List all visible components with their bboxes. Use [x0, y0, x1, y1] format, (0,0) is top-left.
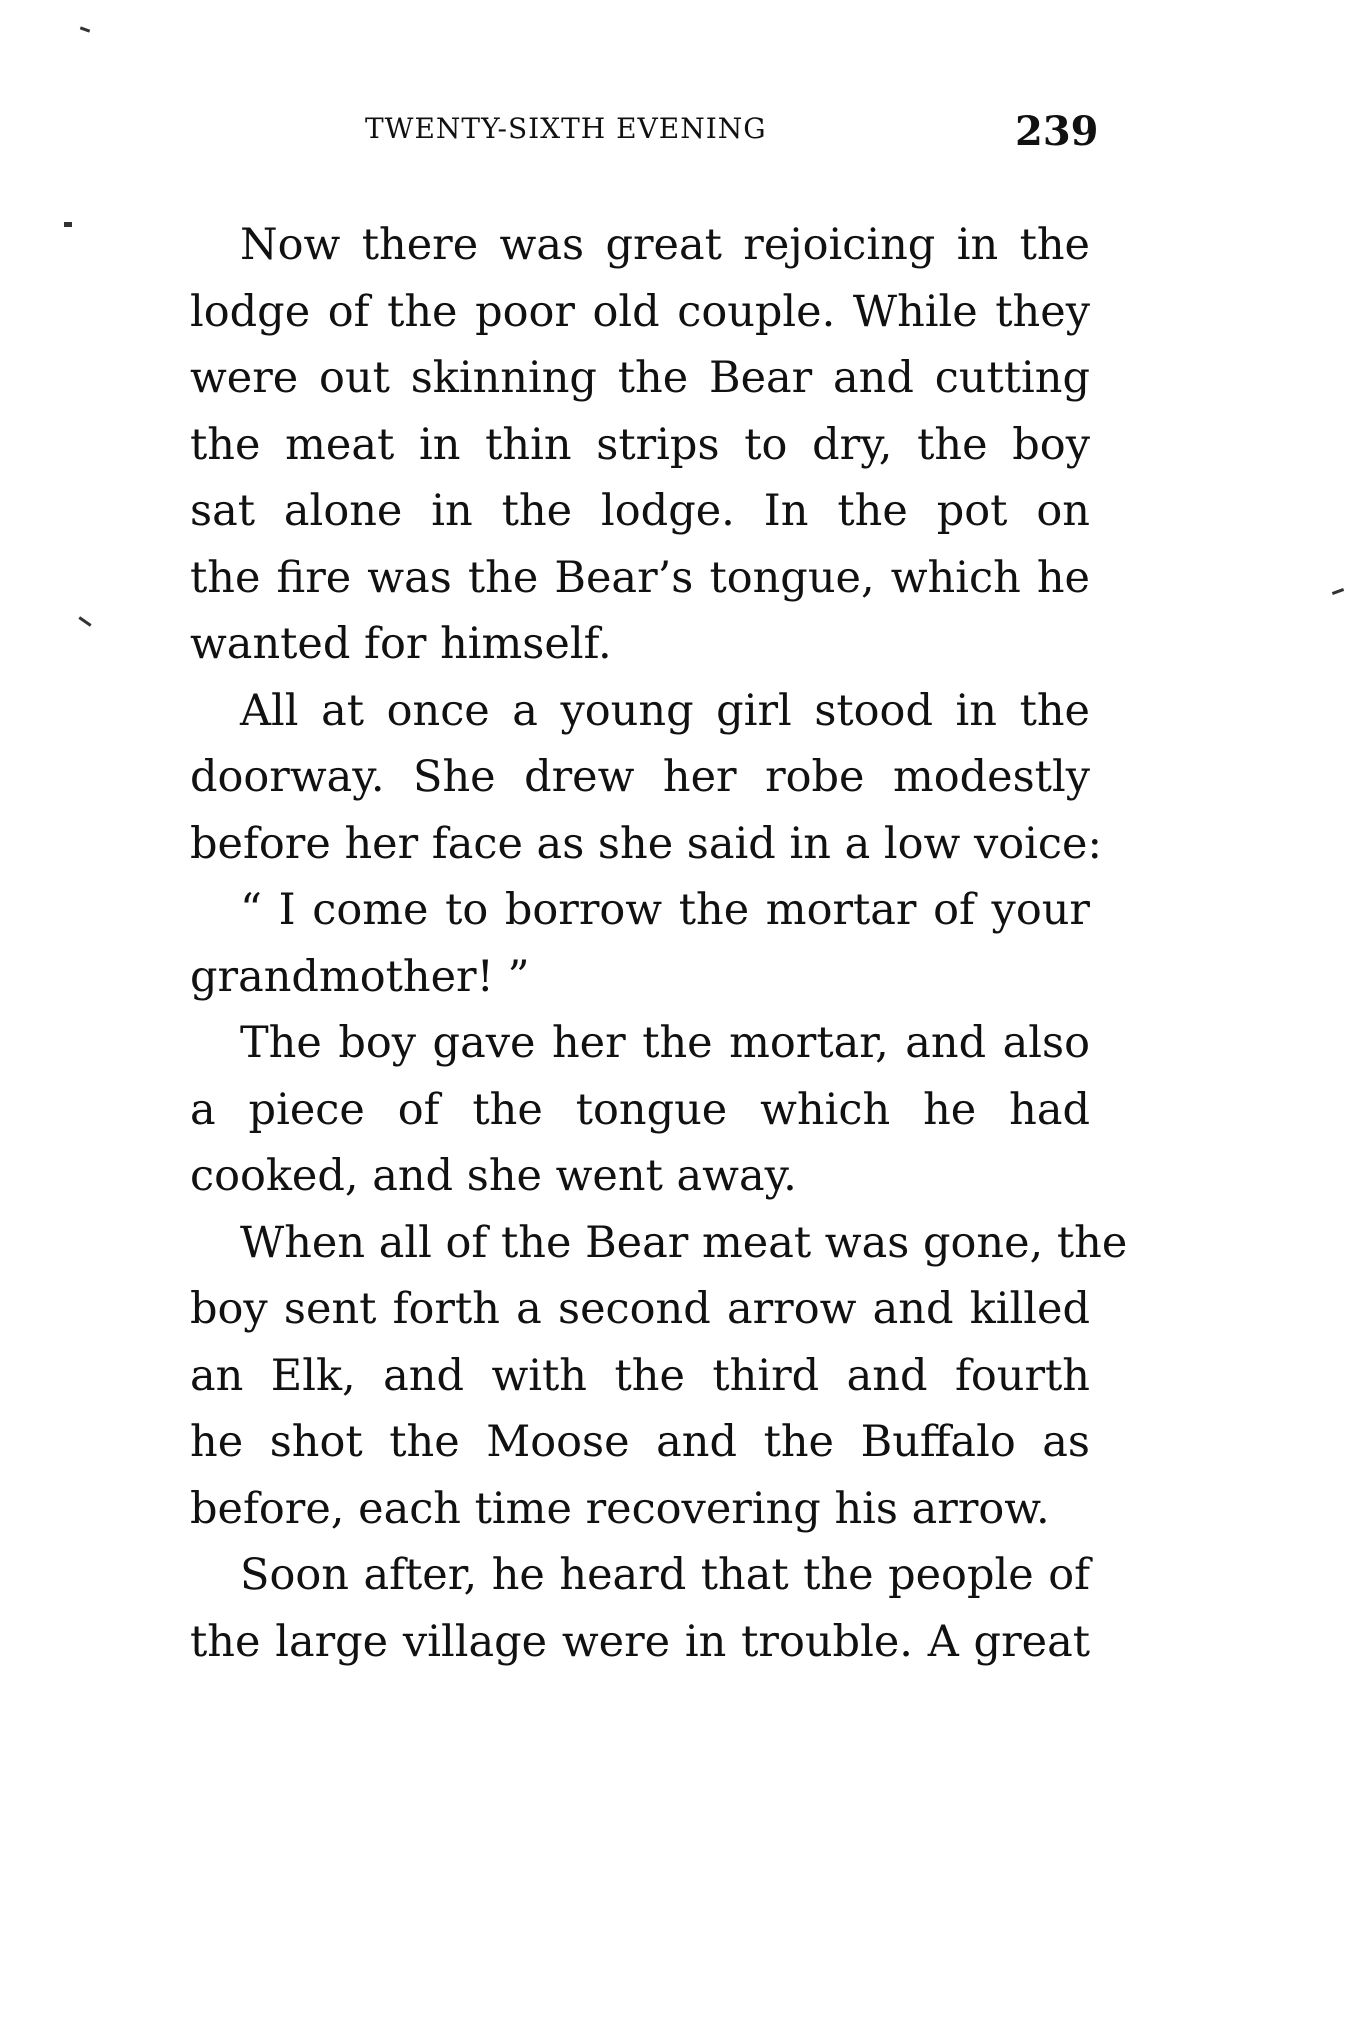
- text-line: “ I come to borrow the mortar of your: [240, 885, 1090, 935]
- scan-speck: [78, 616, 91, 626]
- text-line: before, each time recovering his arrow.: [190, 1483, 1050, 1534]
- text-line: Soon after, he heard that the people of: [240, 1550, 1090, 1600]
- text-line: The boy gave her the mortar, and also: [240, 1018, 1090, 1068]
- scan-speck: [1332, 588, 1344, 595]
- text-line: Now there was great rejoicing in the: [240, 220, 1090, 270]
- text-line: the meat in thin strips to dry, the boy: [190, 419, 1090, 470]
- text-line: All at once a young girl stood in the: [240, 685, 1090, 736]
- scan-speck: [80, 26, 90, 32]
- text-line: wanted for himself.: [190, 619, 612, 669]
- text-line: boy sent forth a second arrow and killed: [190, 1284, 1090, 1334]
- text-line: were out skinning the Bear and cutting: [190, 353, 1090, 403]
- body-text: [190, 212, 1128, 1675]
- text-line: sat alone in the lodge. In the pot on: [190, 486, 1090, 536]
- text-line: before her face as she said in a low voice:: [190, 818, 1102, 869]
- scan-speck: [64, 222, 72, 227]
- text-line: the large village were in trouble. A great: [190, 1616, 1090, 1667]
- text-line: doorway. She drew her robe modestly: [190, 752, 1090, 802]
- text-line: cooked, and she went away.: [190, 1151, 797, 1201]
- running-title: TWENTY-SIXTH EVENING: [365, 112, 767, 145]
- text-line: grandmother! ”: [190, 951, 530, 1002]
- text-line: a piece of the tongue which he had: [190, 1084, 1090, 1135]
- text-line: lodge of the poor old couple. While they: [190, 286, 1090, 337]
- page-number: 239: [1015, 108, 1099, 155]
- text-line: he shot the Moose and the Buffalo as: [190, 1417, 1090, 1467]
- text-line: an Elk, and with the third and fourth: [190, 1350, 1090, 1401]
- text-line: When all of the Bear meat was gone, the: [240, 1217, 1128, 1268]
- text-line: the fire was the Bear’s tongue, which he: [190, 552, 1090, 603]
